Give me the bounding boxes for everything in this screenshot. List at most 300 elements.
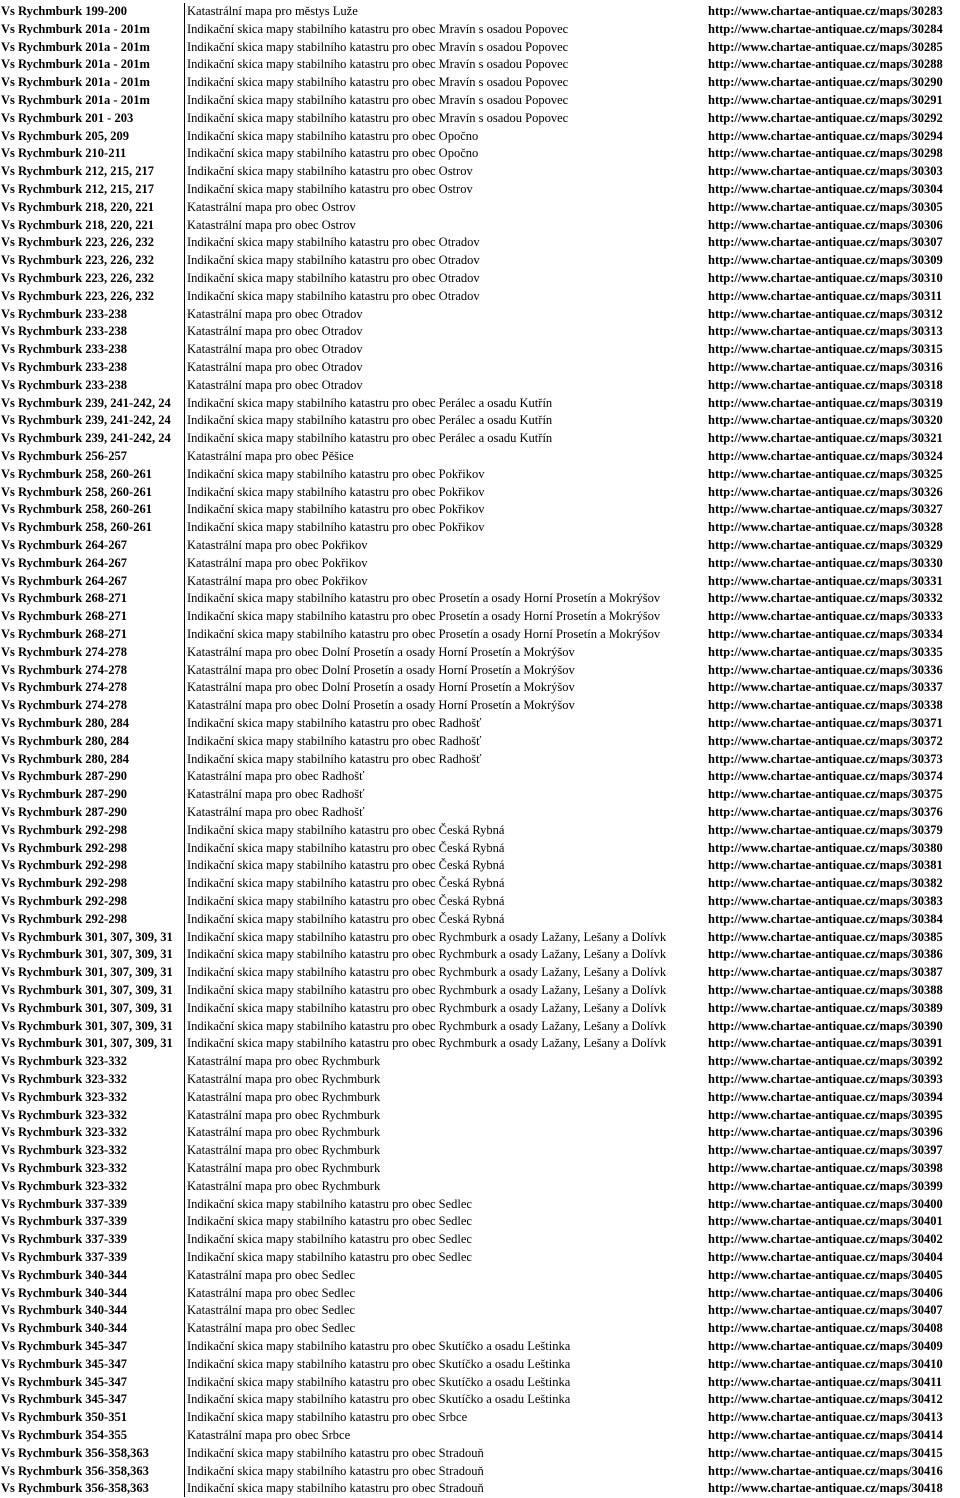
table-row: [0, 92, 960, 110]
archive-reference: Vs Rychmburk 233-238: [1, 377, 127, 392]
map-url-link[interactable]: http://www.chartae-antiquae.cz/maps/30400: [708, 1196, 943, 1211]
table-row: [0, 1409, 960, 1427]
archive-reference: Vs Rychmburk 345-347: [1, 1356, 127, 1371]
map-description: Indikační skica mapy stabilního katastru pro obec Sedlec: [187, 1214, 472, 1229]
map-url-link[interactable]: http://www.chartae-antiquae.cz/maps/30395: [708, 1107, 943, 1122]
map-description: Indikační skica mapy stabilního katastru pro obec Mravín s osadou Popovec: [187, 110, 569, 125]
table-row: [0, 110, 960, 128]
archive-reference: Vs Rychmburk 264-267: [1, 555, 127, 570]
archive-reference: Vs Rychmburk 292-298: [1, 840, 127, 855]
map-description: Katastrální mapa pro obec Ostrov: [187, 199, 356, 214]
table-row: [0, 929, 960, 947]
archive-reference: Vs Rychmburk 301, 307, 309, 31: [1, 929, 173, 944]
archive-reference: Vs Rychmburk 218, 220, 221: [1, 199, 155, 214]
map-url-link[interactable]: http://www.chartae-antiquae.cz/maps/30406: [708, 1285, 943, 1300]
table-row: [0, 893, 960, 911]
map-url-link[interactable]: http://www.chartae-antiquae.cz/maps/30414: [708, 1428, 943, 1442]
map-description: Katastrální mapa pro obec Pokřikov: [187, 573, 368, 588]
map-url-link[interactable]: http://www.chartae-antiquae.cz/maps/30334: [708, 627, 943, 641]
archive-reference: Vs Rychmburk 223, 226, 232: [1, 253, 155, 268]
map-description: Katastrální mapa pro obec Rychmburk: [187, 1143, 381, 1158]
map-url-link[interactable]: http://www.chartae-antiquae.cz/maps/30332: [708, 591, 943, 606]
map-description: Indikační skica mapy stabilního katastru pro obec Opočno: [187, 128, 479, 143]
archive-reference: Vs Rychmburk 274-278: [1, 680, 127, 695]
map-url-link[interactable]: http://www.chartae-antiquae.cz/maps/30415: [708, 1445, 943, 1460]
map-description: Indikační skica mapy stabilního katastru pro obec Otradov: [187, 235, 480, 250]
map-url-link[interactable]: http://www.chartae-antiquae.cz/maps/30328: [708, 520, 943, 535]
table-row: [0, 1213, 960, 1231]
table-row: [0, 697, 960, 715]
map-description: Katastrální mapa pro obec Rychmburk: [187, 1054, 381, 1069]
map-description: Indikační skica mapy stabilního katastru pro obec Česká Rybná: [187, 840, 505, 855]
map-url-link[interactable]: http://www.chartae-antiquae.cz/maps/30416: [708, 1463, 943, 1478]
map-url-link[interactable]: http://www.chartae-antiquae.cz/maps/30390: [708, 1018, 943, 1033]
archive-reference: Vs Rychmburk 212, 215, 217: [1, 164, 155, 179]
map-description: Indikační skica mapy stabilního katastru pro obec Perálec a osadu Kutřín: [187, 413, 553, 428]
archive-reference: Vs Rychmburk 239, 241-242, 24: [1, 395, 171, 410]
map-description: Indikační skica mapy stabilního katastru pro obec Pokřikov: [187, 484, 485, 499]
map-description: Indikační skica mapy stabilního katastru pro obec Rychmburk a osady Lažany, Lešany a Dolívk: [187, 947, 667, 962]
map-url-link[interactable]: http://www.chartae-antiquae.cz/maps/30405: [708, 1267, 943, 1282]
archive-reference: Vs Rychmburk 239, 241-242, 24: [1, 413, 171, 428]
table-row: [0, 1267, 960, 1285]
map-url-link[interactable]: http://www.chartae-antiquae.cz/maps/30329: [708, 538, 943, 552]
map-url-link[interactable]: http://www.chartae-antiquae.cz/maps/30393: [708, 1072, 943, 1086]
map-url-link[interactable]: http://www.chartae-antiquae.cz/maps/30398: [708, 1161, 943, 1175]
table-row: [0, 1320, 960, 1338]
archive-reference: Vs Rychmburk 354-355: [1, 1428, 127, 1442]
map-description: Katastrální mapa pro obec Rychmburk: [187, 1125, 381, 1140]
archive-reference: Vs Rychmburk 356-358,363: [1, 1445, 149, 1460]
map-description: Indikační skica mapy stabilního katastru pro obec Sedlec: [187, 1232, 472, 1247]
table-row: [0, 1302, 960, 1320]
table-row: [0, 1071, 960, 1089]
table-row: [0, 555, 960, 573]
table-row: [0, 1053, 960, 1071]
map-url-link[interactable]: http://www.chartae-antiquae.cz/maps/30313: [708, 324, 943, 339]
archive-reference: Vs Rychmburk 337-339: [1, 1232, 127, 1247]
archive-reference: Vs Rychmburk 301, 307, 309, 31: [1, 1018, 173, 1033]
map-description: Katastrální mapa pro obec Sedlec: [187, 1285, 355, 1300]
archive-reference: Vs Rychmburk 199-200: [1, 4, 127, 18]
map-url-link[interactable]: http://www.chartae-antiquae.cz/maps/30284: [708, 21, 943, 36]
map-description: Indikační skica mapy stabilního katastru pro obec Česká Rybná: [187, 858, 505, 873]
map-url-link[interactable]: http://www.chartae-antiquae.cz/maps/30325: [708, 466, 943, 481]
map-url-link[interactable]: http://www.chartae-antiquae.cz/maps/30309: [708, 253, 943, 268]
archive-reference: Vs Rychmburk 340-344: [1, 1267, 127, 1282]
map-url-link[interactable]: http://www.chartae-antiquae.cz/maps/30319: [708, 395, 943, 410]
map-url-link[interactable]: http://www.chartae-antiquae.cz/maps/30394: [708, 1089, 943, 1104]
map-url-link[interactable]: http://www.chartae-antiquae.cz/maps/30410: [708, 1356, 943, 1371]
archive-reference: Vs Rychmburk 201a - 201m: [1, 57, 150, 72]
map-url-link[interactable]: http://www.chartae-antiquae.cz/maps/30333: [708, 609, 943, 624]
map-description: Indikační skica mapy stabilního katastru pro obec Mravín s osadou Popovec: [187, 93, 569, 107]
map-url-link[interactable]: http://www.chartae-antiquae.cz/maps/30291: [708, 93, 943, 107]
map-url-link[interactable]: http://www.chartae-antiquae.cz/maps/30392: [708, 1054, 943, 1069]
table-row: [0, 199, 960, 217]
map-description: Katastrální mapa pro obec Rychmburk: [187, 1089, 381, 1104]
archive-reference: Vs Rychmburk 323-332: [1, 1161, 127, 1175]
map-url-link[interactable]: http://www.chartae-antiquae.cz/maps/30408: [708, 1321, 943, 1336]
map-description: Katastrální mapa pro obec Dolní Prosetín a osady Horní Prosetín a Mokrýšov: [187, 644, 575, 659]
map-url-link[interactable]: http://www.chartae-antiquae.cz/maps/30409: [708, 1339, 943, 1353]
table-row: [0, 1142, 960, 1160]
map-url-link[interactable]: http://www.chartae-antiquae.cz/maps/30304: [708, 182, 943, 196]
map-description: Katastrální mapa pro obec Radhošť: [187, 805, 365, 819]
map-url-link[interactable]: http://www.chartae-antiquae.cz/maps/30285: [708, 39, 943, 54]
table-row: [0, 3, 960, 21]
map-url-link[interactable]: http://www.chartae-antiquae.cz/maps/30303: [708, 164, 943, 179]
map-description: Indikační skica mapy stabilního katastru pro obec Česká Rybná: [187, 822, 505, 837]
table-row: [0, 1160, 960, 1178]
map-description: Katastrální mapa pro obec Otradov: [187, 306, 363, 321]
archive-reference: Vs Rychmburk 356-358,363: [1, 1463, 149, 1478]
table-row: [0, 840, 960, 858]
map-description: Indikační skica mapy stabilního katastru pro obec Sedlec: [187, 1196, 472, 1211]
map-url-link[interactable]: http://www.chartae-antiquae.cz/maps/30387: [708, 965, 943, 980]
map-description: Indikační skica mapy stabilního katastru pro obec Pokřikov: [187, 502, 485, 517]
archive-reference: Vs Rychmburk 287-290: [1, 787, 127, 802]
map-url-link[interactable]: http://www.chartae-antiquae.cz/maps/30402: [708, 1232, 943, 1247]
map-url-link[interactable]: http://www.chartae-antiquae.cz/maps/30324: [708, 449, 943, 463]
table-row: [0, 751, 960, 769]
map-url-link[interactable]: http://www.chartae-antiquae.cz/maps/30384: [708, 911, 943, 926]
map-url-link[interactable]: http://www.chartae-antiquae.cz/maps/30318: [708, 377, 943, 392]
map-description: Indikační skica mapy stabilního katastru pro obec Radhošť: [187, 716, 482, 730]
map-description: Katastrální mapa pro městys Luže: [187, 4, 358, 18]
map-url-link[interactable]: http://www.chartae-antiquae.cz/maps/30336: [708, 662, 943, 677]
archive-reference: Vs Rychmburk 340-344: [1, 1321, 127, 1336]
archive-reference: Vs Rychmburk 323-332: [1, 1143, 127, 1158]
map-description: Katastrální mapa pro obec Otradov: [187, 377, 363, 392]
archive-reference: Vs Rychmburk 292-298: [1, 876, 127, 891]
table-row: [0, 626, 960, 644]
map-description: Indikační skica mapy stabilního katastru pro obec Prosetín a osady Horní Prosetín a Mokrýšov: [187, 609, 661, 624]
map-url-link[interactable]: http://www.chartae-antiquae.cz/maps/30388: [708, 983, 943, 997]
table-row: [0, 857, 960, 875]
archive-reference: Vs Rychmburk 201 - 203: [1, 110, 134, 125]
archive-reference: Vs Rychmburk 268-271: [1, 591, 127, 606]
map-description: Katastrální mapa pro obec Radhošť: [187, 787, 365, 802]
table-row: [0, 1374, 960, 1392]
table-row: [0, 1356, 960, 1374]
map-description: Indikační skica mapy stabilního katastru pro obec Rychmburk a osady Lažany, Lešany a Dolívk: [187, 1000, 667, 1015]
map-description: Indikační skica mapy stabilního katastru pro obec Opočno: [187, 146, 479, 161]
archive-reference: Vs Rychmburk 239, 241-242, 24: [1, 431, 171, 446]
archive-reference: Vs Rychmburk 301, 307, 309, 31: [1, 1036, 173, 1051]
map-url-link[interactable]: http://www.chartae-antiquae.cz/maps/30315: [708, 342, 943, 357]
archive-reference: Vs Rychmburk 210-211: [1, 146, 127, 161]
map-description: Indikační skica mapy stabilního katastru pro obec Ostrov: [187, 164, 473, 179]
archive-reference: Vs Rychmburk 233-238: [1, 342, 127, 357]
table-row: [0, 1178, 960, 1196]
map-description: Indikační skica mapy stabilního katastru pro obec Stradouň: [187, 1481, 484, 1496]
archive-reference: Vs Rychmburk 233-238: [1, 306, 127, 321]
map-description: Indikační skica mapy stabilního katastru pro obec Otradov: [187, 288, 480, 303]
archive-reference: Vs Rychmburk 274-278: [1, 698, 127, 713]
map-description: Katastrální mapa pro obec Rychmburk: [187, 1072, 381, 1086]
table-row: [0, 1427, 960, 1445]
map-url-link[interactable]: http://www.chartae-antiquae.cz/maps/30379: [708, 822, 943, 837]
map-url-link[interactable]: http://www.chartae-antiquae.cz/maps/30399: [708, 1178, 943, 1193]
map-url-link[interactable]: http://www.chartae-antiquae.cz/maps/30380: [708, 840, 943, 855]
map-url-link[interactable]: http://www.chartae-antiquae.cz/maps/30397: [708, 1143, 943, 1158]
map-url-link[interactable]: http://www.chartae-antiquae.cz/maps/30331: [708, 573, 943, 588]
table-row: [0, 982, 960, 1000]
map-url-link[interactable]: http://www.chartae-antiquae.cz/maps/30290: [708, 75, 943, 90]
archive-reference: Vs Rychmburk 223, 226, 232: [1, 235, 155, 250]
archive-reference: Vs Rychmburk 345-347: [1, 1339, 127, 1353]
map-description: Indikační skica mapy stabilního katastru pro obec Česká Rybná: [187, 876, 505, 891]
archive-reference: Vs Rychmburk 301, 307, 309, 31: [1, 965, 173, 980]
map-description: Indikační skica mapy stabilního katastru pro obec Stradouň: [187, 1445, 484, 1460]
archive-reference: Vs Rychmburk 356-358,363: [1, 1481, 149, 1496]
map-url-link[interactable]: http://www.chartae-antiquae.cz/maps/30418: [708, 1481, 943, 1496]
table-row: [0, 181, 960, 199]
table-row: [0, 573, 960, 591]
table-row: [0, 875, 960, 893]
table-row: [0, 946, 960, 964]
table-row: [0, 1285, 960, 1303]
map-url-link[interactable]: http://www.chartae-antiquae.cz/maps/30371: [708, 716, 943, 730]
map-description: Katastrální mapa pro obec Srbce: [187, 1428, 351, 1442]
map-url-link[interactable]: http://www.chartae-antiquae.cz/maps/30311: [708, 288, 943, 303]
table-row: [0, 537, 960, 555]
table-row: [0, 662, 960, 680]
map-url-link[interactable]: http://www.chartae-antiquae.cz/maps/30283: [708, 4, 943, 18]
archive-reference: Vs Rychmburk 340-344: [1, 1285, 127, 1300]
map-url-link[interactable]: http://www.chartae-antiquae.cz/maps/30312: [708, 306, 943, 321]
table-row: [0, 21, 960, 39]
map-description: Indikační skica mapy stabilního katastru pro obec Mravín s osadou Popovec: [187, 75, 569, 90]
map-description: Katastrální mapa pro obec Dolní Prosetín a osady Horní Prosetín a Mokrýšov: [187, 698, 575, 713]
table-row: [0, 1000, 960, 1018]
archive-reference: Vs Rychmburk 287-290: [1, 805, 127, 819]
archive-reference: Vs Rychmburk 223, 226, 232: [1, 288, 155, 303]
map-url-link[interactable]: http://www.chartae-antiquae.cz/maps/30316: [708, 360, 943, 374]
table-row: [0, 359, 960, 377]
table-row: [0, 1196, 960, 1214]
table-row: [0, 1231, 960, 1249]
table-row: [0, 1480, 960, 1498]
map-url-link[interactable]: http://www.chartae-antiquae.cz/maps/30326: [708, 484, 943, 499]
map-description: Indikační skica mapy stabilního katastru pro obec Rychmburk a osady Lažany, Lešany a Dolívk: [187, 1036, 667, 1051]
archive-reference: Vs Rychmburk 345-347: [1, 1392, 127, 1407]
archive-reference: Vs Rychmburk 212, 215, 217: [1, 182, 155, 196]
map-description: Indikační skica mapy stabilního katastru pro obec Radhošť: [187, 751, 482, 766]
map-url-link[interactable]: http://www.chartae-antiquae.cz/maps/30404: [708, 1250, 943, 1264]
map-description: Indikační skica mapy stabilního katastru pro obec Ostrov: [187, 182, 473, 196]
map-url-link[interactable]: http://www.chartae-antiquae.cz/maps/30385: [708, 929, 943, 944]
map-url-link[interactable]: http://www.chartae-antiquae.cz/maps/30288: [708, 57, 943, 72]
map-url-link[interactable]: http://www.chartae-antiquae.cz/maps/30337: [708, 680, 943, 695]
archive-reference: Vs Rychmburk 258, 260-261: [1, 502, 152, 517]
map-url-link[interactable]: http://www.chartae-antiquae.cz/maps/30396: [708, 1125, 943, 1140]
table-row: [0, 1338, 960, 1356]
map-description: Katastrální mapa pro obec Pokřikov: [187, 538, 368, 552]
archive-reference: Vs Rychmburk 274-278: [1, 644, 127, 659]
table-row: [0, 466, 960, 484]
archive-reference: Vs Rychmburk 301, 307, 309, 31: [1, 983, 173, 997]
table-row: [0, 715, 960, 733]
map-description: Indikační skica mapy stabilního katastru pro obec Stradouň: [187, 1463, 484, 1478]
map-description: Indikační skica mapy stabilního katastru pro obec Rychmburk a osady Lažany, Lešany a Dolívk: [187, 1018, 667, 1033]
map-description: Indikační skica mapy stabilního katastru pro obec Skutíčko a osadu Leštinka: [187, 1356, 571, 1371]
archive-reference: Vs Rychmburk 218, 220, 221: [1, 217, 155, 232]
archive-reference: Vs Rychmburk 337-339: [1, 1250, 127, 1264]
archive-reference: Vs Rychmburk 292-298: [1, 858, 127, 873]
table-row: [0, 1124, 960, 1142]
map-description: Katastrální mapa pro obec Sedlec: [187, 1267, 355, 1282]
map-url-link[interactable]: http://www.chartae-antiquae.cz/maps/30373: [708, 751, 943, 766]
table-row: [0, 430, 960, 448]
table-row: [0, 804, 960, 822]
archive-reference: Vs Rychmburk 258, 260-261: [1, 520, 152, 535]
map-description: Katastrální mapa pro obec Sedlec: [187, 1321, 355, 1336]
map-url-link[interactable]: http://www.chartae-antiquae.cz/maps/30407: [708, 1303, 943, 1318]
table-row: [0, 822, 960, 840]
map-description: Indikační skica mapy stabilního katastru pro obec Pokřikov: [187, 520, 485, 535]
map-url-link[interactable]: http://www.chartae-antiquae.cz/maps/30307: [708, 235, 943, 250]
table-row: [0, 412, 960, 430]
map-description: Katastrální mapa pro obec Pokřikov: [187, 555, 368, 570]
map-description: Katastrální mapa pro obec Otradov: [187, 324, 363, 339]
archive-reference: Vs Rychmburk 274-278: [1, 662, 127, 677]
map-url-link[interactable]: http://www.chartae-antiquae.cz/maps/30413: [708, 1410, 943, 1425]
archive-reference: Vs Rychmburk 280, 284: [1, 716, 130, 730]
map-url-link[interactable]: http://www.chartae-antiquae.cz/maps/30376: [708, 805, 943, 819]
archive-reference: Vs Rychmburk 350-351: [1, 1410, 127, 1425]
map-url-link[interactable]: http://www.chartae-antiquae.cz/maps/30310: [708, 271, 943, 285]
map-url-link[interactable]: http://www.chartae-antiquae.cz/maps/30305: [708, 199, 943, 214]
archive-reference: Vs Rychmburk 233-238: [1, 360, 127, 374]
table-row: [0, 1089, 960, 1107]
map-description: Indikační skica mapy stabilního katastru pro obec Pokřikov: [187, 466, 485, 481]
map-url-link[interactable]: http://www.chartae-antiquae.cz/maps/30386: [708, 947, 943, 962]
archive-reference: Vs Rychmburk 268-271: [1, 627, 127, 641]
map-description: Indikační skica mapy stabilního katastru pro obec Perálec a osadu Kutřín: [187, 431, 553, 446]
table-row: [0, 1018, 960, 1036]
map-url-link[interactable]: http://www.chartae-antiquae.cz/maps/30391: [708, 1036, 943, 1051]
map-url-link[interactable]: http://www.chartae-antiquae.cz/maps/30374: [708, 769, 943, 784]
archive-reference: Vs Rychmburk 233-238: [1, 324, 127, 339]
table-row: [0, 217, 960, 235]
map-description: Indikační skica mapy stabilního katastru pro obec Skutíčko a osadu Leštinka: [187, 1339, 571, 1353]
map-description: Indikační skica mapy stabilního katastru pro obec Prosetín a osady Horní Prosetín a Mokrýšov: [187, 591, 661, 606]
archive-reference: Vs Rychmburk 223, 226, 232: [1, 271, 155, 285]
table-row: [0, 341, 960, 359]
archive-reference: Vs Rychmburk 323-332: [1, 1089, 127, 1104]
archive-reference: Vs Rychmburk 201a - 201m: [1, 39, 150, 54]
map-description: Katastrální mapa pro obec Rychmburk: [187, 1107, 381, 1122]
table-row: [0, 39, 960, 57]
archive-reference: Vs Rychmburk 340-344: [1, 1303, 127, 1318]
archive-reference: Vs Rychmburk 292-298: [1, 822, 127, 837]
map-description: Indikační skica mapy stabilního katastru pro obec Sedlec: [187, 1250, 472, 1264]
archive-reference: Vs Rychmburk 258, 260-261: [1, 466, 152, 481]
map-url-link[interactable]: http://www.chartae-antiquae.cz/maps/30401: [708, 1214, 943, 1229]
archive-reference: Vs Rychmburk 323-332: [1, 1125, 127, 1140]
table-row: [0, 1107, 960, 1125]
archive-reference: Vs Rychmburk 323-332: [1, 1107, 127, 1122]
map-url-link[interactable]: http://www.chartae-antiquae.cz/maps/30338: [708, 698, 943, 713]
table-row: [0, 1249, 960, 1267]
map-description: Indikační skica mapy stabilního katastru pro obec Srbce: [187, 1410, 468, 1425]
archive-reference: Vs Rychmburk 345-347: [1, 1374, 127, 1389]
table-row: [0, 964, 960, 982]
table-row: [0, 252, 960, 270]
map-description: Indikační skica mapy stabilního katastru pro obec Rychmburk a osady Lažany, Lešany a Dolívk: [187, 983, 667, 997]
table-row: [0, 644, 960, 662]
map-url-link[interactable]: http://www.chartae-antiquae.cz/maps/30292: [708, 110, 943, 125]
map-description: Indikační skica mapy stabilního katastru pro obec Mravín s osadou Popovec: [187, 57, 569, 72]
map-description: Katastrální mapa pro obec Ostrov: [187, 217, 356, 232]
archive-reference: Vs Rychmburk 201a - 201m: [1, 93, 150, 107]
archive-reference: Vs Rychmburk 301, 307, 309, 31: [1, 1000, 173, 1015]
archive-reference: Vs Rychmburk 337-339: [1, 1214, 127, 1229]
map-description: Indikační skica mapy stabilního katastru pro obec Česká Rybná: [187, 911, 505, 926]
map-url-link[interactable]: http://www.chartae-antiquae.cz/maps/30327: [708, 502, 943, 517]
map-url-link[interactable]: http://www.chartae-antiquae.cz/maps/30372: [708, 733, 943, 748]
map-description: Indikační skica mapy stabilního katastru pro obec Rychmburk a osady Lažany, Lešany a Dolívk: [187, 929, 667, 944]
table-row: [0, 733, 960, 751]
table-row: [0, 786, 960, 804]
map-url-link[interactable]: http://www.chartae-antiquae.cz/maps/30411: [708, 1374, 943, 1389]
table-row: [0, 234, 960, 252]
map-url-link[interactable]: http://www.chartae-antiquae.cz/maps/30412: [708, 1392, 943, 1407]
map-url-link[interactable]: http://www.chartae-antiquae.cz/maps/30375: [708, 787, 943, 802]
archive-reference: Vs Rychmburk 292-298: [1, 911, 127, 926]
archive-reference: Vs Rychmburk 201a - 201m: [1, 21, 150, 36]
map-url-link[interactable]: http://www.chartae-antiquae.cz/maps/30321: [708, 431, 943, 446]
table-row: [0, 768, 960, 786]
map-description: Indikační skica mapy stabilního katastru pro obec Perálec a osadu Kutřín: [187, 395, 553, 410]
archive-reference: Vs Rychmburk 264-267: [1, 538, 127, 552]
archive-reference: Vs Rychmburk 280, 284: [1, 751, 130, 766]
map-description: Katastrální mapa pro obec Dolní Prosetín a osady Horní Prosetín a Mokrýšov: [187, 680, 575, 695]
archive-reference: Vs Rychmburk 323-332: [1, 1178, 127, 1193]
archive-reference: Vs Rychmburk 264-267: [1, 573, 127, 588]
map-description: Katastrální mapa pro obec Rychmburk: [187, 1161, 381, 1175]
map-url-link[interactable]: http://www.chartae-antiquae.cz/maps/30298: [708, 146, 943, 161]
table-row: [0, 163, 960, 181]
map-description: Indikační skica mapy stabilního katastru pro obec Otradov: [187, 271, 480, 285]
table-row: [0, 679, 960, 697]
archive-reference: Vs Rychmburk 323-332: [1, 1054, 127, 1069]
map-url-link[interactable]: http://www.chartae-antiquae.cz/maps/30306: [708, 217, 943, 232]
map-description: Katastrální mapa pro obec Dolní Prosetín a osady Horní Prosetín a Mokrýšov: [187, 662, 575, 677]
map-url-link[interactable]: http://www.chartae-antiquae.cz/maps/30382: [708, 876, 943, 891]
map-url-link[interactable]: http://www.chartae-antiquae.cz/maps/30294: [708, 128, 943, 143]
map-url-link[interactable]: http://www.chartae-antiquae.cz/maps/30330: [708, 555, 943, 570]
table-row: [0, 590, 960, 608]
map-url-link[interactable]: http://www.chartae-antiquae.cz/maps/30383: [708, 894, 943, 908]
map-description: Katastrální mapa pro obec Radhošť: [187, 769, 365, 784]
archive-reference: Vs Rychmburk 287-290: [1, 769, 127, 784]
map-description: Indikační skica mapy stabilního katastru pro obec Skutíčko a osadu Leštinka: [187, 1392, 571, 1407]
archive-reference: Vs Rychmburk 258, 260-261: [1, 484, 152, 499]
map-url-link[interactable]: http://www.chartae-antiquae.cz/maps/30335: [708, 644, 943, 659]
table-row: [0, 448, 960, 466]
map-url-link[interactable]: http://www.chartae-antiquae.cz/maps/30320: [708, 413, 943, 428]
archive-reference: Vs Rychmburk 280, 284: [1, 733, 130, 748]
map-description: Indikační skica mapy stabilního katastru pro obec Česká Rybná: [187, 894, 505, 908]
table-row: [0, 323, 960, 341]
map-url-link[interactable]: http://www.chartae-antiquae.cz/maps/30389: [708, 1000, 943, 1015]
archive-reference: Vs Rychmburk 256-257: [1, 449, 127, 463]
table-row: [0, 608, 960, 626]
map-url-link[interactable]: http://www.chartae-antiquae.cz/maps/30381: [708, 858, 943, 873]
